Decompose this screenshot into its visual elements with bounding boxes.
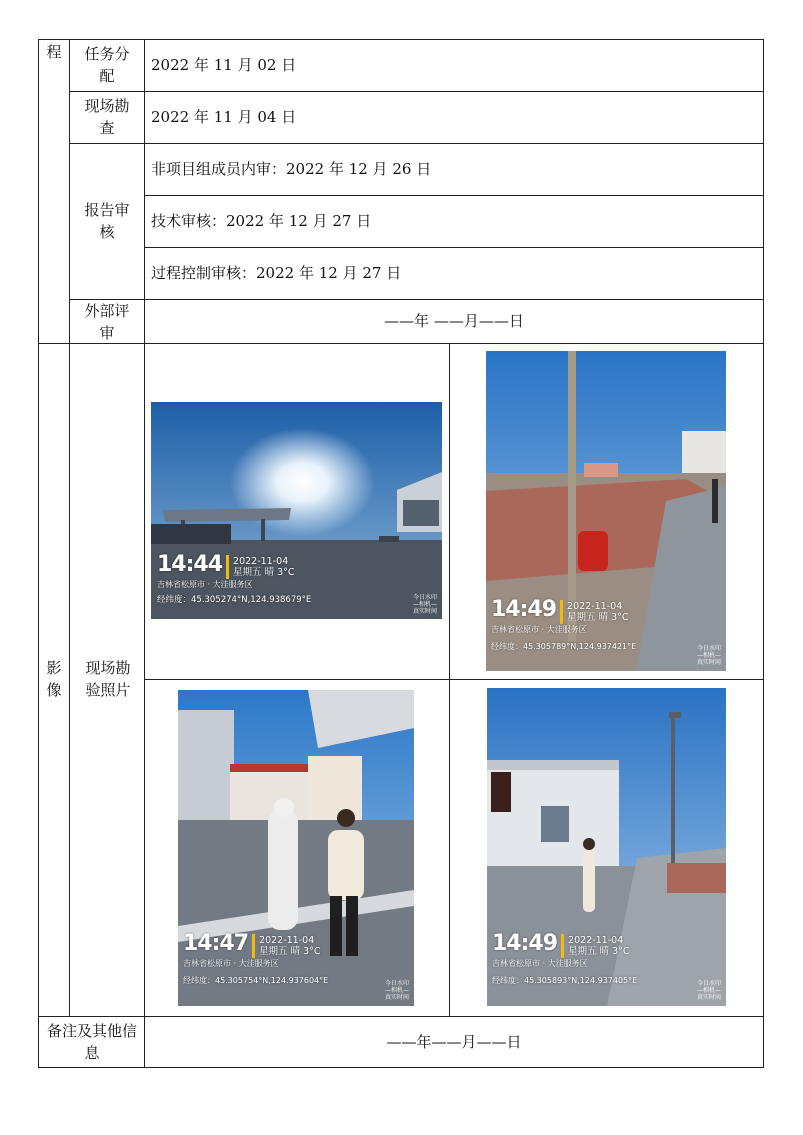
photo-date: 2022-11-04 — [567, 600, 623, 612]
stage-label: 程 — [46, 43, 62, 61]
site-survey-label: 现场勘查 — [84, 97, 130, 137]
notes-label: 备注及其他信息 — [46, 1022, 137, 1062]
photo-weather: 星期五 晴 3°C — [233, 566, 295, 578]
photos-label: 现场勘验照片 — [85, 659, 131, 699]
photo-location: 吉林省松原市 · 大洼服务区 — [491, 624, 587, 634]
photo-badge: 今日水印 —相机— 真实时间 — [696, 980, 721, 1001]
report-review-item: 过程控制审核：2022 年 12 月 27 日 — [151, 264, 402, 282]
task-assign-label: 任务分配 — [84, 45, 130, 85]
report-review-item: 非项目组成员内审：2022 年 12 月 26 日 — [151, 160, 432, 178]
photo-badge: 今日水印 —相机— 真实时间 — [696, 645, 721, 666]
photo-location: 吉林省松原市 · 大洼服务区 — [492, 958, 588, 968]
external-review-label: 外部评审 — [84, 302, 130, 342]
photo-time: 14:49 — [491, 597, 557, 622]
photo-watermark — [491, 597, 636, 652]
task-assign-value: 2022 年 11 月 02 日 — [151, 56, 297, 74]
photo-coords: 经纬度：45.305789°N,124.937421°E — [491, 641, 637, 651]
site-survey-value: 2022 年 11 月 04 日 — [151, 108, 297, 126]
photo-date: 2022-11-04 — [259, 934, 315, 946]
external-review-value: ——年 ——月——日 — [384, 312, 524, 330]
photo-location: 吉林省松原市 · 大洼服务区 — [157, 579, 253, 589]
site-photo — [487, 688, 726, 1006]
stage-column-cell — [38, 39, 70, 344]
photo-location: 吉林省松原市 · 大洼服务区 — [183, 958, 279, 968]
report-review-item: 技术审核：2022 年 12 月 27 日 — [151, 212, 372, 230]
photo-weather: 星期五 晴 3°C — [259, 945, 321, 957]
photo-time: 14:49 — [492, 931, 558, 956]
photo-badge: 今日水印 —相机— 真实时间 — [384, 980, 409, 1001]
photo-weather: 星期五 晴 3°C — [568, 945, 630, 957]
photo-badge: 今日水印 —相机— 真实时间 — [412, 594, 437, 615]
photo-date: 2022-11-04 — [233, 555, 289, 567]
photo-coords: 经纬度：45.305893°N,124.937405°E — [492, 975, 638, 985]
photo-watermark — [157, 552, 311, 606]
photo-coords: 经纬度：45.305754°N,124.937604°E — [183, 975, 329, 985]
photo-time: 14:47 — [183, 931, 249, 956]
report-review-label: 报告审核 — [84, 201, 130, 241]
site-photo — [486, 351, 726, 671]
image-label: 影像 — [46, 659, 62, 699]
photo-date: 2022-11-04 — [568, 934, 624, 946]
photo-watermark — [492, 931, 637, 986]
site-photo — [178, 690, 414, 1006]
photo-watermark — [183, 931, 328, 986]
photo-weather: 星期五 晴 3°C — [567, 611, 629, 623]
photo-time: 14:44 — [157, 552, 223, 577]
photo-coords: 经纬度：45.305274°N,124.938679°E — [157, 594, 312, 605]
site-photo — [151, 402, 442, 619]
notes-value: ——年——月——日 — [386, 1033, 522, 1051]
